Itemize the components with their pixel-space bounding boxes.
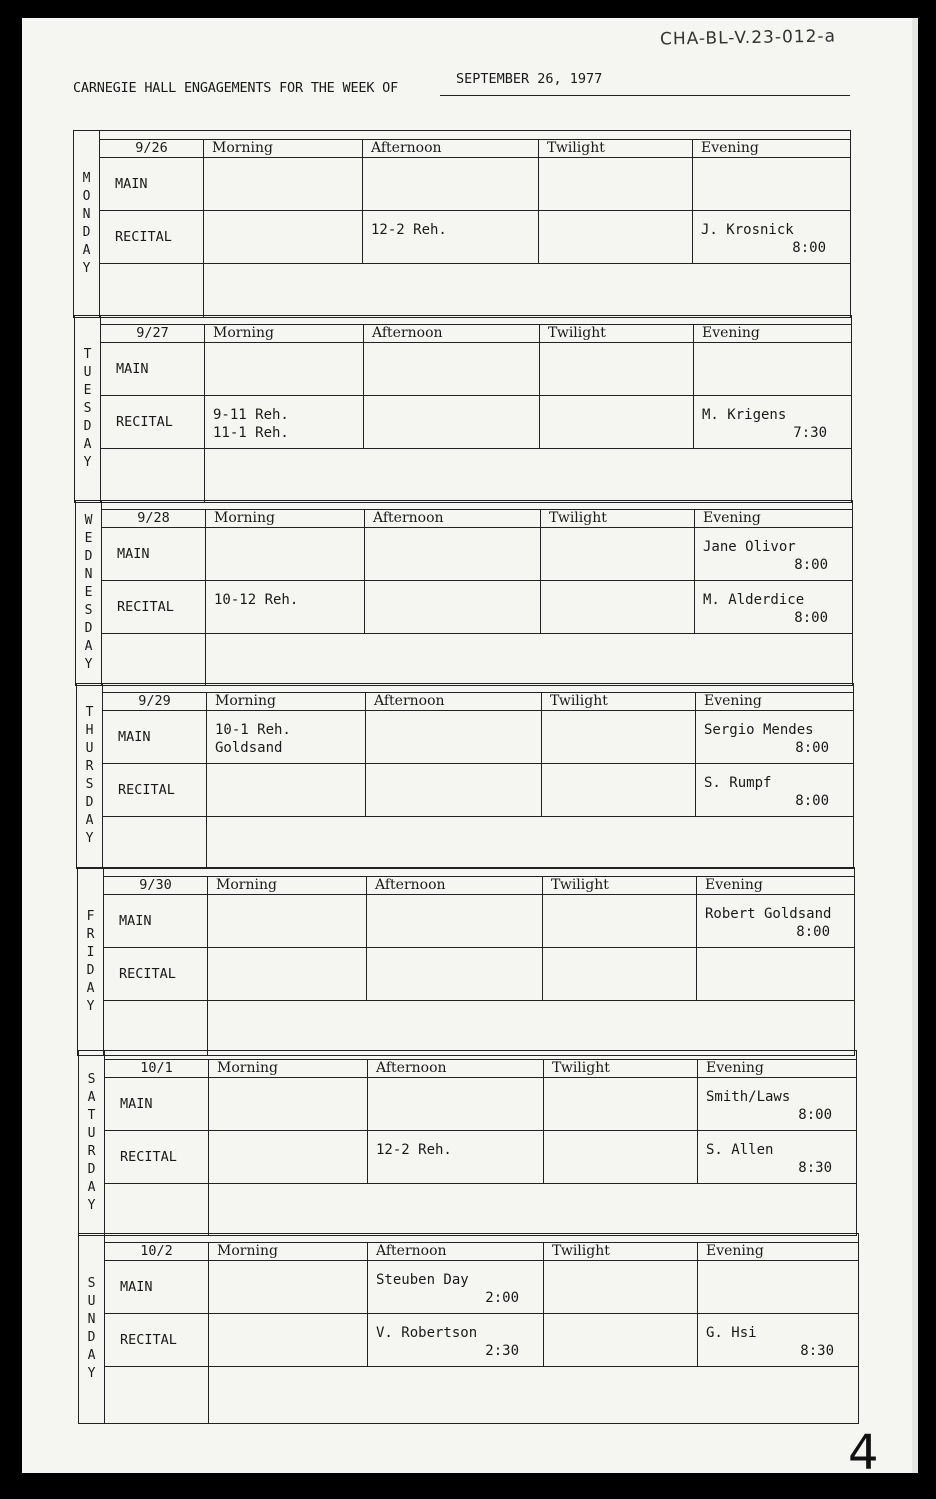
recital-morning-cell — [204, 211, 363, 264]
engagement-name: Sergio Mendes — [704, 722, 814, 738]
column-header-morning: Morning — [204, 140, 363, 158]
recital-twilight-cell — [539, 211, 693, 264]
column-header-morning: Morning — [207, 693, 366, 711]
engagement-name: G. Hsi — [706, 1325, 757, 1341]
row-label-main: MAIN — [103, 711, 207, 764]
main-morning-cell — [208, 895, 367, 948]
day-letter: U — [83, 365, 92, 380]
main-morning-cell — [204, 158, 363, 211]
recital-twilight-cell — [544, 1131, 698, 1184]
page-header — [73, 71, 853, 99]
day-letter: A — [84, 639, 93, 654]
main-afternoon-cell — [368, 1261, 544, 1314]
day-grid — [101, 324, 851, 502]
column-header-twilight: Twilight — [541, 510, 695, 528]
column-header-twilight: Twilight — [544, 1243, 698, 1261]
column-header-morning: Morning — [208, 877, 367, 895]
day-name-vertical — [79, 1234, 105, 1423]
main-afternoon-cell — [368, 1078, 544, 1131]
recital-evening-cell — [693, 211, 850, 264]
column-header-afternoon: Afternoon — [365, 510, 541, 528]
date-cell: 9/29 — [103, 693, 207, 711]
main-evening-cell — [698, 1078, 856, 1131]
day-letter: N — [82, 207, 91, 222]
week-field — [440, 71, 850, 96]
recital-afternoon-cell — [368, 1314, 544, 1367]
notes-cell — [205, 449, 851, 502]
column-header-evening: Evening — [693, 140, 850, 158]
column-header-afternoon: Afternoon — [363, 140, 539, 158]
day-name-vertical — [74, 131, 100, 317]
recital-morning-cell: 10-12 Reh. — [206, 581, 365, 634]
day-letter: Y — [87, 1198, 96, 1213]
column-header-twilight: Twilight — [543, 877, 697, 895]
column-header-twilight: Twilight — [542, 693, 696, 711]
day-letter: E — [83, 383, 92, 398]
notes-cell — [209, 1184, 856, 1235]
column-header-afternoon: Afternoon — [366, 693, 542, 711]
column-header-evening: Evening — [696, 693, 853, 711]
date-cell: 9/26 — [100, 140, 204, 158]
engagement-time: 8:00 — [795, 740, 829, 756]
date-cell: 10/2 — [105, 1243, 209, 1261]
engagement-time: 8:00 — [798, 1107, 832, 1123]
day-grid — [105, 1242, 858, 1423]
notes-label-cell — [105, 1184, 209, 1235]
main-evening-cell — [696, 711, 853, 764]
main-afternoon-cell — [363, 158, 539, 211]
engagement-name: S. Rumpf — [704, 775, 772, 791]
column-header-evening: Evening — [698, 1243, 858, 1261]
engagement-time: 7:30 — [793, 425, 827, 441]
notes-cell — [204, 264, 850, 317]
day-letter: Y — [87, 1365, 96, 1381]
document-id: CHA-BL-V.23-012-a — [659, 26, 837, 50]
column-header-evening: Evening — [698, 1060, 856, 1078]
header-label: CARNEGIE HALL ENGAGEMENTS FOR THE WEEK OF — [73, 80, 399, 96]
main-afternoon-cell — [365, 528, 541, 581]
main-twilight-cell — [539, 158, 693, 211]
notes-cell — [208, 1001, 854, 1055]
day-name-vertical — [79, 1051, 105, 1235]
row-label-main: MAIN — [101, 343, 205, 396]
row-label-recital: RECITAL — [103, 764, 207, 817]
main-afternoon-cell — [364, 343, 540, 396]
column-header-twilight: Twilight — [540, 325, 694, 343]
day-letter: A — [85, 813, 94, 828]
day-letter: T — [83, 347, 92, 362]
day-name-vertical — [78, 868, 104, 1055]
recital-afternoon-cell — [367, 948, 543, 1001]
day-letter: S — [87, 1072, 96, 1087]
column-header-afternoon: Afternoon — [368, 1060, 544, 1078]
recital-twilight-cell — [541, 581, 695, 634]
recital-afternoon-cell: 12-2 Reh. — [368, 1131, 544, 1184]
notes-label-cell — [100, 264, 204, 317]
day-grid — [100, 139, 850, 317]
recital-afternoon-cell — [366, 764, 542, 817]
day-block — [77, 867, 855, 1056]
engagement-time: 8:00 — [794, 557, 828, 573]
engagement-name: Robert Goldsand — [705, 906, 832, 922]
day-letter: A — [86, 980, 95, 996]
recital-twilight-cell — [540, 396, 694, 449]
day-letter: A — [82, 243, 91, 258]
day-letter: E — [84, 531, 93, 546]
column-header-morning: Morning — [206, 510, 365, 528]
engagement-time: 2:30 — [485, 1343, 519, 1359]
day-letter: D — [84, 621, 93, 636]
day-block — [78, 1050, 857, 1236]
main-twilight-cell — [544, 1261, 698, 1314]
main-evening-cell — [693, 158, 850, 211]
day-letter: Y — [82, 261, 91, 276]
notes-cell — [206, 634, 852, 685]
day-letter: D — [87, 1162, 96, 1177]
paper-edge — [912, 18, 918, 1473]
row-label-recital: RECITAL — [100, 211, 204, 264]
day-letter: U — [87, 1126, 96, 1141]
column-header-twilight: Twilight — [539, 140, 693, 158]
notes-label-cell — [101, 449, 205, 502]
engagement-time: 8:30 — [798, 1160, 832, 1176]
day-grid — [105, 1059, 856, 1235]
main-evening-cell — [694, 343, 851, 396]
day-letter: D — [82, 225, 91, 240]
row-label-main: MAIN — [104, 895, 208, 948]
page-number: 4 — [848, 1425, 879, 1481]
day-letter: D — [86, 962, 95, 978]
row-label-main: MAIN — [105, 1261, 209, 1314]
week-value: SEPTEMBER 26, 1977 — [456, 71, 603, 87]
row-label-main: MAIN — [105, 1078, 209, 1131]
day-block — [76, 683, 854, 869]
date-cell: 9/28 — [102, 510, 206, 528]
main-evening-cell — [695, 528, 852, 581]
day-letter: R — [85, 759, 94, 774]
recital-morning-cell — [207, 764, 366, 817]
day-letter: A — [83, 437, 92, 452]
day-letter: A — [87, 1180, 96, 1195]
notes-label-cell — [104, 1001, 208, 1055]
row-label-recital: RECITAL — [105, 1131, 209, 1184]
engagement-name: V. Robertson — [376, 1325, 478, 1341]
engagement-time: 8:00 — [794, 610, 828, 626]
day-letter: N — [87, 1311, 96, 1327]
day-letter: A — [87, 1347, 96, 1363]
main-afternoon-cell — [367, 895, 543, 948]
main-morning-cell: 10-1 Reh. Goldsand — [207, 711, 366, 764]
date-cell: 10/1 — [105, 1060, 209, 1078]
column-header-afternoon: Afternoon — [364, 325, 540, 343]
date-cell: 9/27 — [101, 325, 205, 343]
recital-afternoon-cell: 12-2 Reh. — [363, 211, 539, 264]
recital-morning-cell — [208, 948, 367, 1001]
recital-afternoon-cell — [364, 396, 540, 449]
column-header-evening: Evening — [697, 877, 854, 895]
column-header-morning: Morning — [209, 1060, 368, 1078]
row-label-main: MAIN — [100, 158, 204, 211]
day-letter: M — [82, 171, 91, 186]
day-letter: F — [86, 908, 95, 924]
recital-evening-cell — [694, 396, 851, 449]
main-twilight-cell — [542, 711, 696, 764]
row-label-recital: RECITAL — [102, 581, 206, 634]
day-letter: S — [84, 603, 93, 618]
day-letter: S — [83, 401, 92, 416]
engagement-name: S. Allen — [706, 1142, 774, 1158]
recital-morning-cell — [209, 1314, 368, 1367]
main-afternoon-cell — [366, 711, 542, 764]
day-letter: R — [86, 926, 95, 942]
main-twilight-cell — [544, 1078, 698, 1131]
day-letter: N — [84, 567, 93, 582]
day-letter: D — [83, 419, 92, 434]
day-letter: T — [87, 1108, 96, 1123]
day-letter: H — [85, 723, 94, 738]
recital-evening-cell — [698, 1131, 856, 1184]
day-letter: I — [86, 944, 95, 960]
day-letter: S — [87, 1275, 96, 1291]
column-header-afternoon: Afternoon — [367, 877, 543, 895]
main-twilight-cell — [543, 895, 697, 948]
engagement-time: 2:00 — [485, 1290, 519, 1306]
recital-morning-cell — [209, 1131, 368, 1184]
main-twilight-cell — [540, 343, 694, 396]
engagement-time: 8:00 — [792, 240, 826, 256]
main-morning-cell — [209, 1078, 368, 1131]
day-block — [74, 315, 852, 503]
column-header-morning: Morning — [209, 1243, 368, 1261]
column-header-morning: Morning — [205, 325, 364, 343]
engagement-name: M. Alderdice — [703, 592, 805, 608]
day-block — [75, 500, 853, 686]
recital-evening-cell — [698, 1314, 858, 1367]
day-letter: R — [87, 1144, 96, 1159]
day-name-vertical — [77, 684, 103, 868]
engagement-name: Jane Olivor — [703, 539, 796, 555]
recital-twilight-cell — [543, 948, 697, 1001]
day-letter: T — [85, 705, 94, 720]
notes-label-cell — [103, 817, 207, 868]
recital-twilight-cell — [544, 1314, 698, 1367]
day-grid — [104, 876, 854, 1055]
day-grid — [103, 692, 853, 868]
recital-afternoon-cell — [365, 581, 541, 634]
main-evening-cell — [697, 895, 854, 948]
day-letter: D — [85, 795, 94, 810]
date-cell: 9/30 — [104, 877, 208, 895]
main-twilight-cell — [541, 528, 695, 581]
day-letter: Y — [85, 831, 94, 846]
day-name-vertical — [76, 501, 102, 685]
day-letter: O — [82, 189, 91, 204]
row-label-recital: RECITAL — [105, 1314, 209, 1367]
main-morning-cell — [206, 528, 365, 581]
day-letter: W — [84, 513, 93, 528]
day-letter: Y — [83, 455, 92, 470]
column-header-afternoon: Afternoon — [368, 1243, 544, 1261]
recital-evening-cell — [696, 764, 853, 817]
day-letter: D — [84, 549, 93, 564]
notes-cell — [207, 817, 853, 868]
recital-morning-cell: 9-11 Reh. 11-1 Reh. — [205, 396, 364, 449]
day-letter: S — [85, 777, 94, 792]
day-block — [73, 130, 851, 318]
column-header-evening: Evening — [695, 510, 852, 528]
main-evening-cell — [698, 1261, 858, 1314]
engagement-name: J. Krosnick — [701, 222, 794, 238]
recital-evening-cell — [695, 581, 852, 634]
day-block — [78, 1233, 859, 1424]
day-letter: A — [87, 1090, 96, 1105]
column-header-evening: Evening — [694, 325, 851, 343]
day-letter: E — [84, 585, 93, 600]
day-letter: Y — [84, 657, 93, 672]
row-label-recital: RECITAL — [101, 396, 205, 449]
day-letter: Y — [86, 998, 95, 1014]
engagement-name: Steuben Day — [376, 1272, 469, 1288]
day-letter: D — [87, 1329, 96, 1345]
day-name-vertical — [75, 316, 101, 502]
day-grid — [102, 509, 852, 685]
row-label-recital: RECITAL — [104, 948, 208, 1001]
day-letter: U — [85, 741, 94, 756]
row-label-main: MAIN — [102, 528, 206, 581]
day-letter: U — [87, 1293, 96, 1309]
main-morning-cell — [205, 343, 364, 396]
notes-label-cell — [105, 1367, 209, 1423]
notes-label-cell — [102, 634, 206, 685]
main-morning-cell — [209, 1261, 368, 1314]
engagement-time: 8:30 — [800, 1343, 834, 1359]
engagement-time: 8:00 — [795, 793, 829, 809]
engagement-name: Smith/Laws — [706, 1089, 791, 1105]
engagement-time: 8:00 — [796, 924, 830, 940]
recital-twilight-cell — [542, 764, 696, 817]
engagement-name: M. Krigens — [702, 407, 787, 423]
column-header-twilight: Twilight — [544, 1060, 698, 1078]
notes-cell — [209, 1367, 858, 1423]
recital-evening-cell — [697, 948, 854, 1001]
